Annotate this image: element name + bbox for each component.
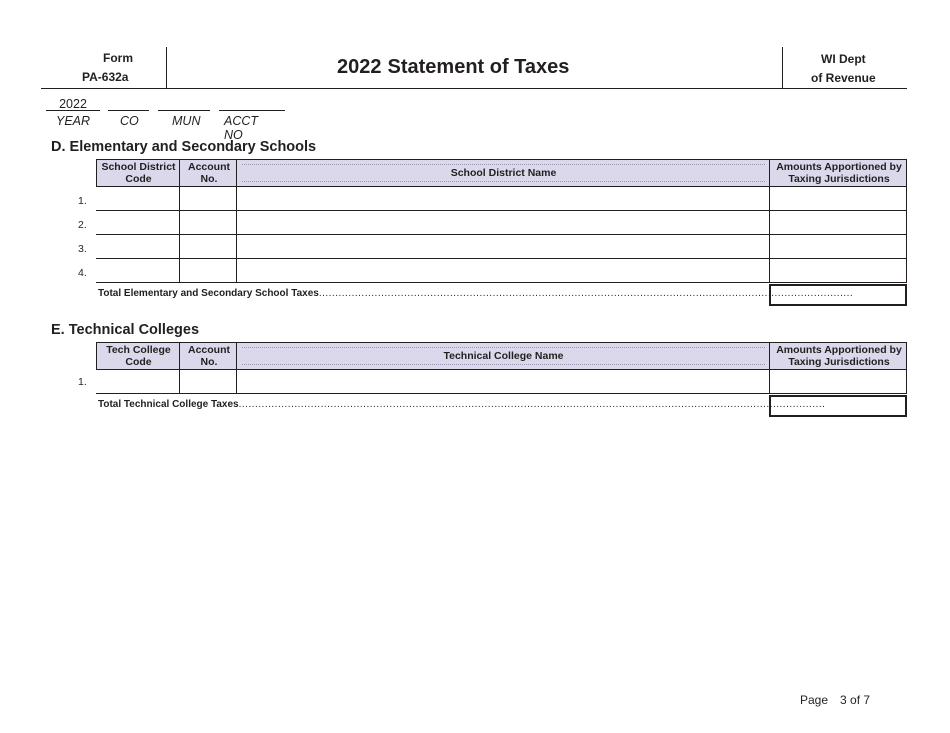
year-value[interactable]: 2022 <box>46 97 100 111</box>
section-d-title: D. Elementary and Secondary Schools <box>51 139 317 155</box>
co-label: CO <box>120 114 139 128</box>
col-header-code: School District Code <box>101 160 176 185</box>
table-header <box>96 159 907 187</box>
row-number: 2. <box>78 219 87 231</box>
total-label-text: Total Technical College Taxes <box>98 399 239 410</box>
table-header <box>96 342 907 370</box>
col-header-account: Account No. <box>188 160 230 185</box>
dot-leader: ................................................................................................................................................................................... <box>238 399 826 410</box>
dot-leader: ................................................................................................................................................................... <box>318 288 854 299</box>
table-row[interactable] <box>78 211 907 235</box>
header-divider <box>166 47 167 89</box>
title-text: Statement of Taxes <box>387 56 570 78</box>
page-title <box>337 56 569 79</box>
row-number: 1. <box>78 376 87 388</box>
total-amount-field[interactable] <box>769 284 907 306</box>
page-value: 3 of 7 <box>840 693 871 707</box>
col-header-amount: Amounts Apportioned by Taxing Jurisdictions <box>776 343 902 368</box>
page-label: Page <box>800 693 829 707</box>
mun-value[interactable] <box>158 97 210 111</box>
col-header-code: Tech College Code <box>106 343 171 368</box>
section-e-title: E. Technical Colleges <box>51 322 200 338</box>
acct-label: ACCT NO <box>224 114 259 142</box>
row-number: 4. <box>78 267 87 279</box>
mun-label: MUN <box>172 114 201 128</box>
total-label-text: Total Elementary and Secondary School Taxes <box>98 288 319 299</box>
schools-table <box>78 159 907 307</box>
co-value[interactable] <box>108 97 149 111</box>
colleges-table <box>78 342 907 420</box>
col-header-amount: Amounts Apportioned by Taxing Jurisdictions <box>776 160 902 185</box>
title-year: 2022 <box>337 56 382 78</box>
page-number <box>800 693 870 707</box>
year-label: YEAR <box>56 114 91 128</box>
total-row <box>96 395 907 417</box>
form-header <box>41 47 907 89</box>
table-row[interactable] <box>78 235 907 259</box>
total-label <box>98 399 826 410</box>
table-row[interactable] <box>78 370 907 394</box>
form-label: Form <box>103 51 133 65</box>
total-amount-field[interactable] <box>769 395 907 417</box>
dept-line-1: WI Dept <box>821 52 866 66</box>
col-header-account: Account No. <box>188 343 230 368</box>
total-row <box>96 284 907 306</box>
row-number: 1. <box>78 195 87 207</box>
table-row[interactable] <box>78 259 907 283</box>
form-number: PA-632a <box>82 70 129 84</box>
total-label <box>98 288 854 299</box>
col-header-name: School District Name <box>242 164 765 182</box>
col-header-name: Technical College Name <box>242 347 765 365</box>
row-number: 3. <box>78 243 87 255</box>
header-divider <box>782 47 783 89</box>
table-row[interactable] <box>78 187 907 211</box>
acct-value[interactable] <box>219 97 285 111</box>
dept-line-2: of Revenue <box>811 71 876 85</box>
